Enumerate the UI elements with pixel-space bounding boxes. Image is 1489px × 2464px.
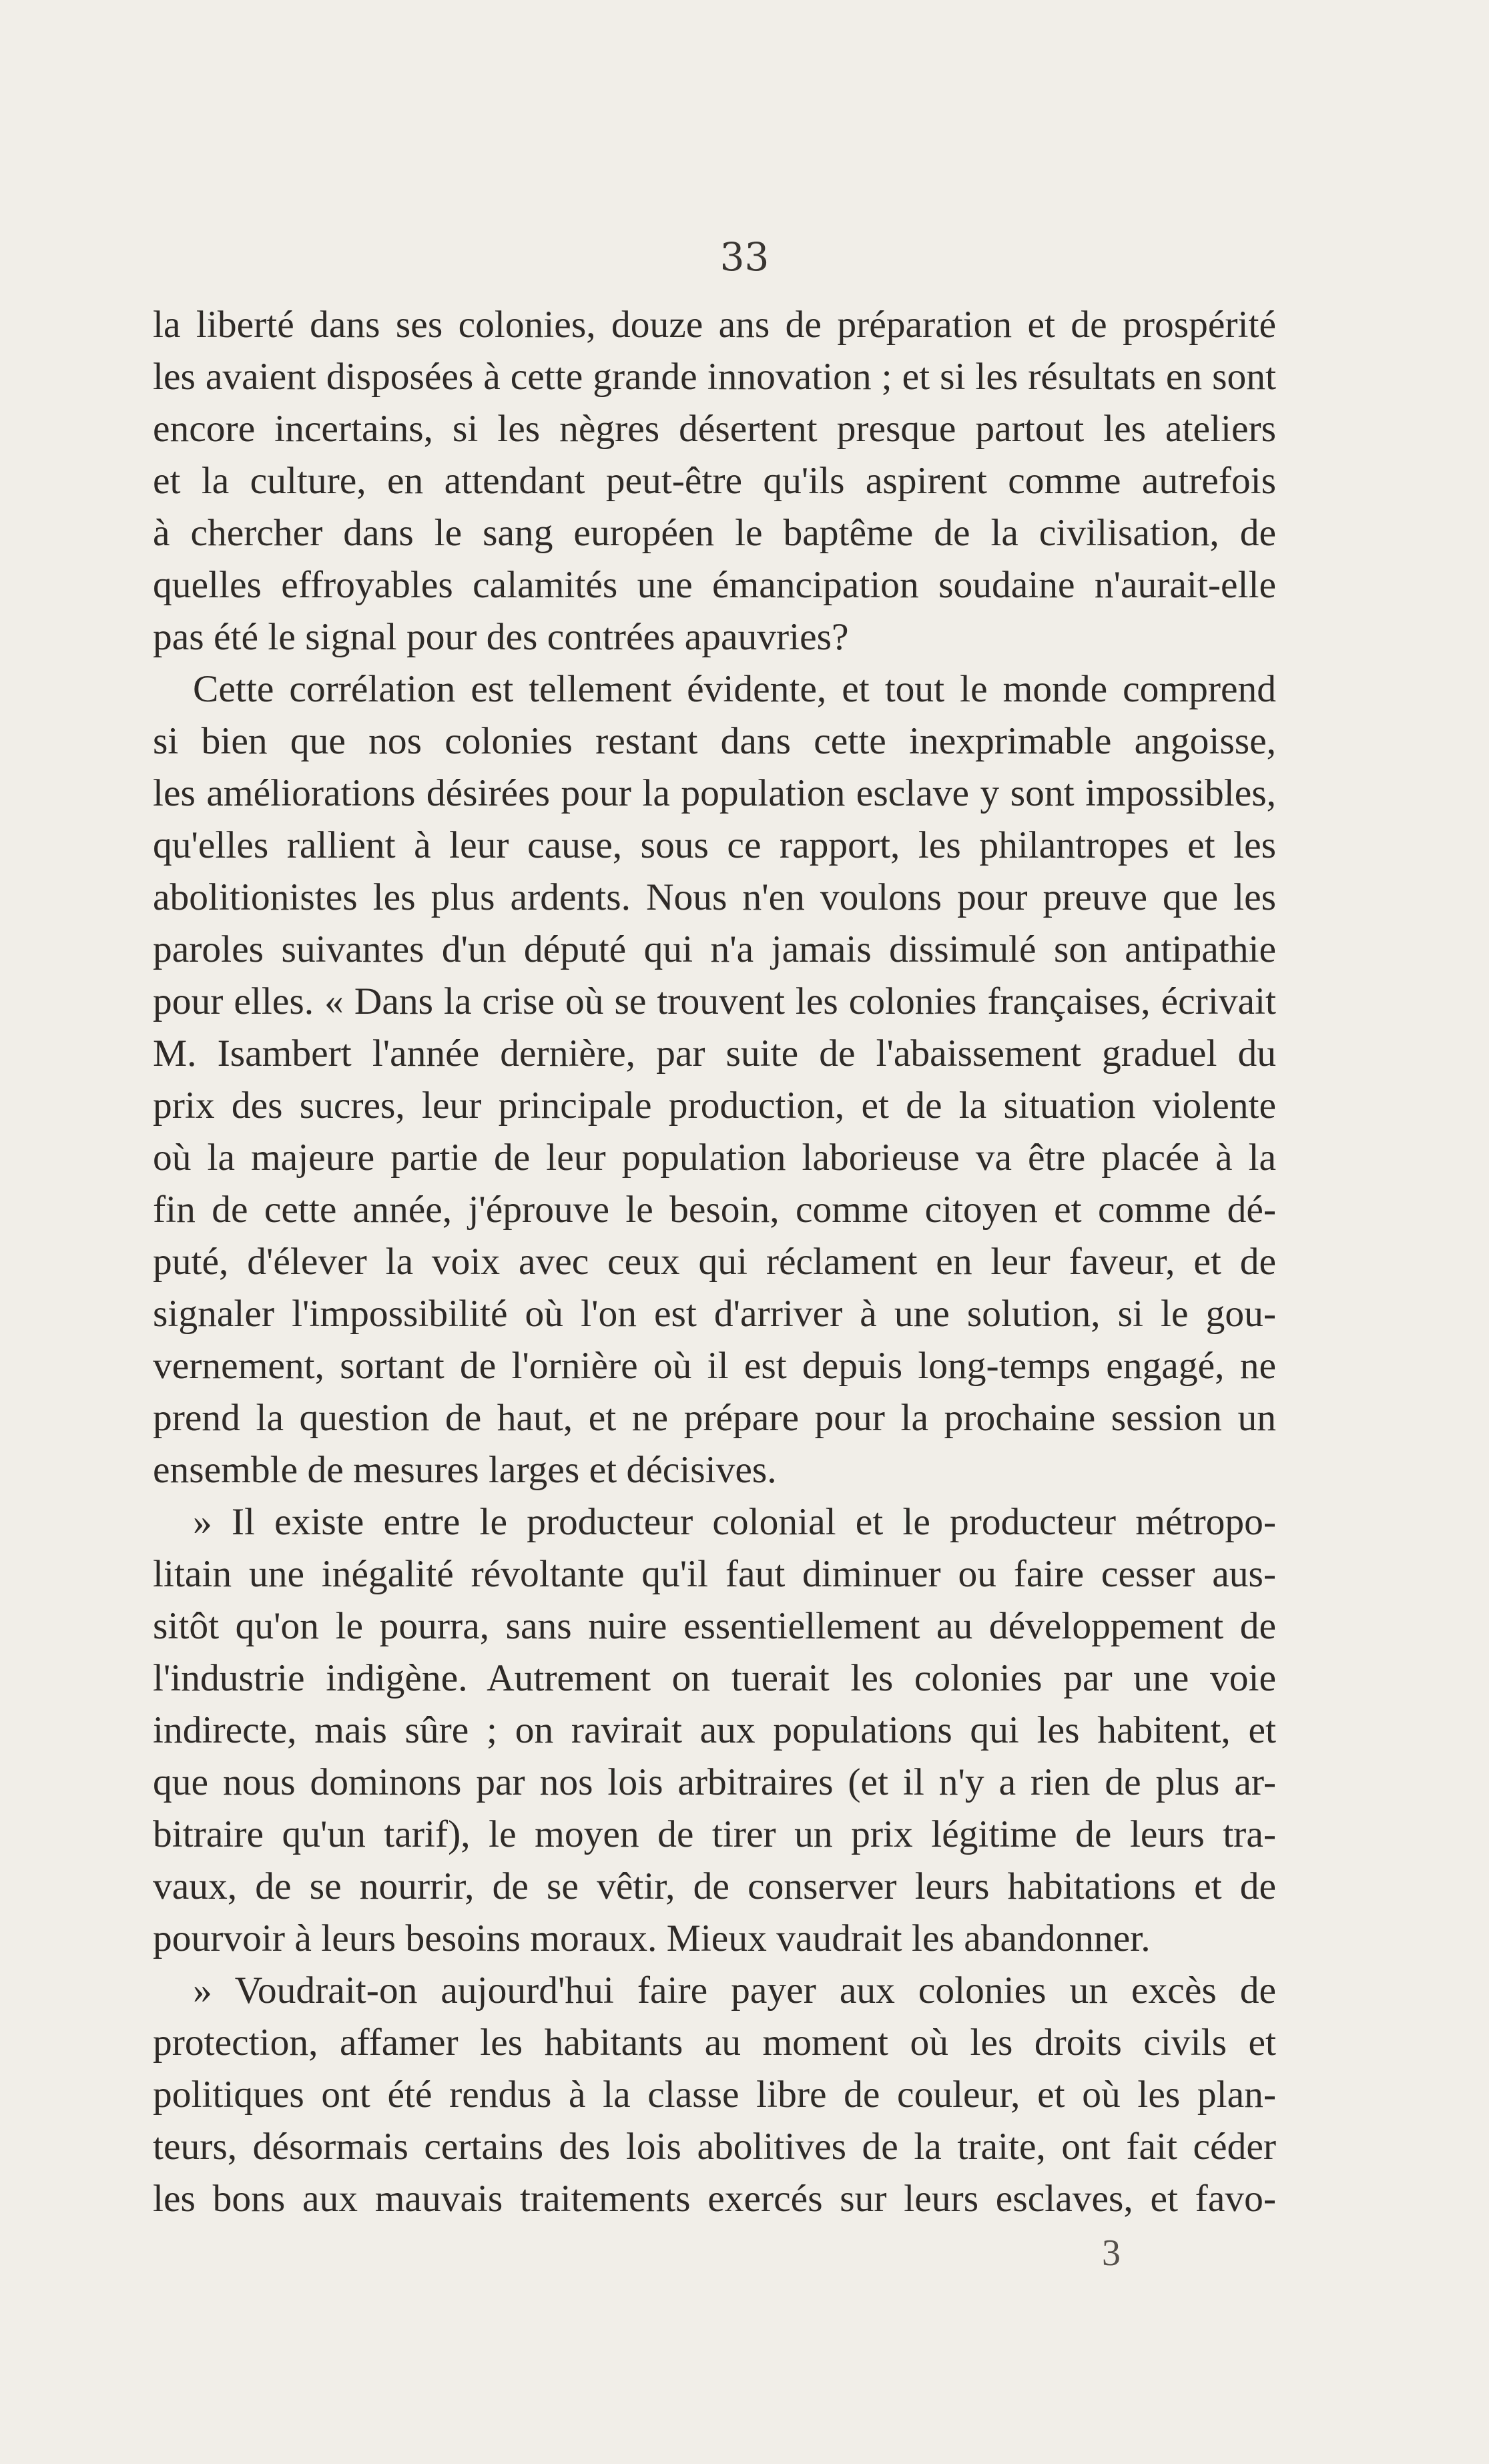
- page-number: 33: [719, 234, 770, 280]
- text-line: protection, affamer les habitants au moment où les droits civils et: [153, 2022, 1276, 2064]
- text-line: les avaient disposées à cette grande innovation ; et si les résultats en sont: [153, 356, 1276, 398]
- text-line: et la culture, en attendant peut-être qu'ils aspirent comme autrefois: [153, 460, 1276, 502]
- text-line: vernement, sortant de l'ornière où il est depuis long-temps engagé, ne: [153, 1345, 1276, 1387]
- text-line: fin de cette année, j'éprouve le besoin, comme citoyen et comme dé-: [153, 1189, 1276, 1231]
- text-line: sitôt qu'on le pourra, sans nuire essentiellement au développement de: [153, 1605, 1276, 1647]
- text-line: pourvoir à leurs besoins moraux. Mieux vaudrait les abandonner.: [153, 1917, 1151, 1959]
- text-line: indirecte, mais sûre ; on ravirait aux populations qui les habitent, et: [153, 1709, 1276, 1751]
- text-line: qu'elles rallient à leur cause, sous ce rapport, les philantropes et les: [153, 824, 1276, 866]
- text-line: prend la question de haut, et ne prépare pour la prochaine session un: [153, 1397, 1276, 1439]
- text-line: à chercher dans le sang européen le baptême de la civilisation, de: [153, 512, 1276, 554]
- paragraph-start-line: Cette corrélation est tellement évidente, et tout le monde comprend: [193, 668, 1276, 710]
- text-line: ensemble de mesures larges et décisives.: [153, 1449, 777, 1491]
- text-line: où la majeure partie de leur population laborieuse va être placée à la: [153, 1137, 1276, 1179]
- text-line: pour elles. « Dans la crise où se trouvent les colonies françaises, écrivait: [153, 980, 1276, 1022]
- text-line: vaux, de se nourrir, de se vêtir, de conserver leurs habitations et de: [153, 1865, 1276, 1907]
- text-line: que nous dominons par nos lois arbitraires (et il n'y a rien de plus ar-: [153, 1761, 1276, 1803]
- text-line: abolitionistes les plus ardents. Nous n'en voulons pour preuve que les: [153, 876, 1276, 918]
- paragraph-start-line: » Il existe entre le producteur colonial et le producteur métropo-: [193, 1501, 1276, 1543]
- text-line: signaler l'impossibilité où l'on est d'arriver à une solution, si le gou-: [153, 1293, 1276, 1335]
- text-line: pas été le signal pour des contrées apauvries?: [153, 616, 849, 658]
- text-line: quelles effroyables calamités une émancipation soudaine n'aurait-elle: [153, 564, 1276, 606]
- paragraph-start-line: » Voudrait-on aujourd'hui faire payer aux colonies un excès de: [193, 1969, 1276, 2012]
- body-text: [153, 299, 1276, 2225]
- text-line: l'industrie indigène. Autrement on tuerait les colonies par une voie: [153, 1657, 1276, 1699]
- signature-mark: 3: [1102, 2232, 1121, 2274]
- text-line: teurs, désormais certains des lois abolitives de la traite, ont fait céder: [153, 2126, 1276, 2168]
- text-line: si bien que nos colonies restant dans cette inexprimable angoisse,: [153, 720, 1276, 762]
- text-line: politiques ont été rendus à la classe libre de couleur, et où les plan-: [153, 2074, 1276, 2116]
- text-line: litain une inégalité révoltante qu'il faut diminuer ou faire cesser aus-: [153, 1553, 1276, 1595]
- text-line: les bons aux mauvais traitements exercés sur leurs esclaves, et favo-: [153, 2178, 1276, 2220]
- text-line: bitraire qu'un tarif), le moyen de tirer un prix légitime de leurs tra-: [153, 1813, 1276, 1855]
- text-line: encore incertains, si les nègres désertent presque partout les ateliers: [153, 408, 1276, 450]
- text-line: puté, d'élever la voix avec ceux qui réclament en leur faveur, et de: [153, 1241, 1276, 1283]
- text-line: paroles suivantes d'un député qui n'a jamais dissimulé son antipathie: [153, 928, 1276, 970]
- text-line: M. Isambert l'année dernière, par suite de l'abaissement graduel du: [153, 1032, 1276, 1074]
- text-line: prix des sucres, leur principale production, et de la situation violente: [153, 1085, 1276, 1127]
- text-line: la liberté dans ses colonies, douze ans de préparation et de prospérité: [153, 304, 1276, 346]
- text-line: les améliorations désirées pour la population esclave y sont impossibles,: [153, 772, 1276, 814]
